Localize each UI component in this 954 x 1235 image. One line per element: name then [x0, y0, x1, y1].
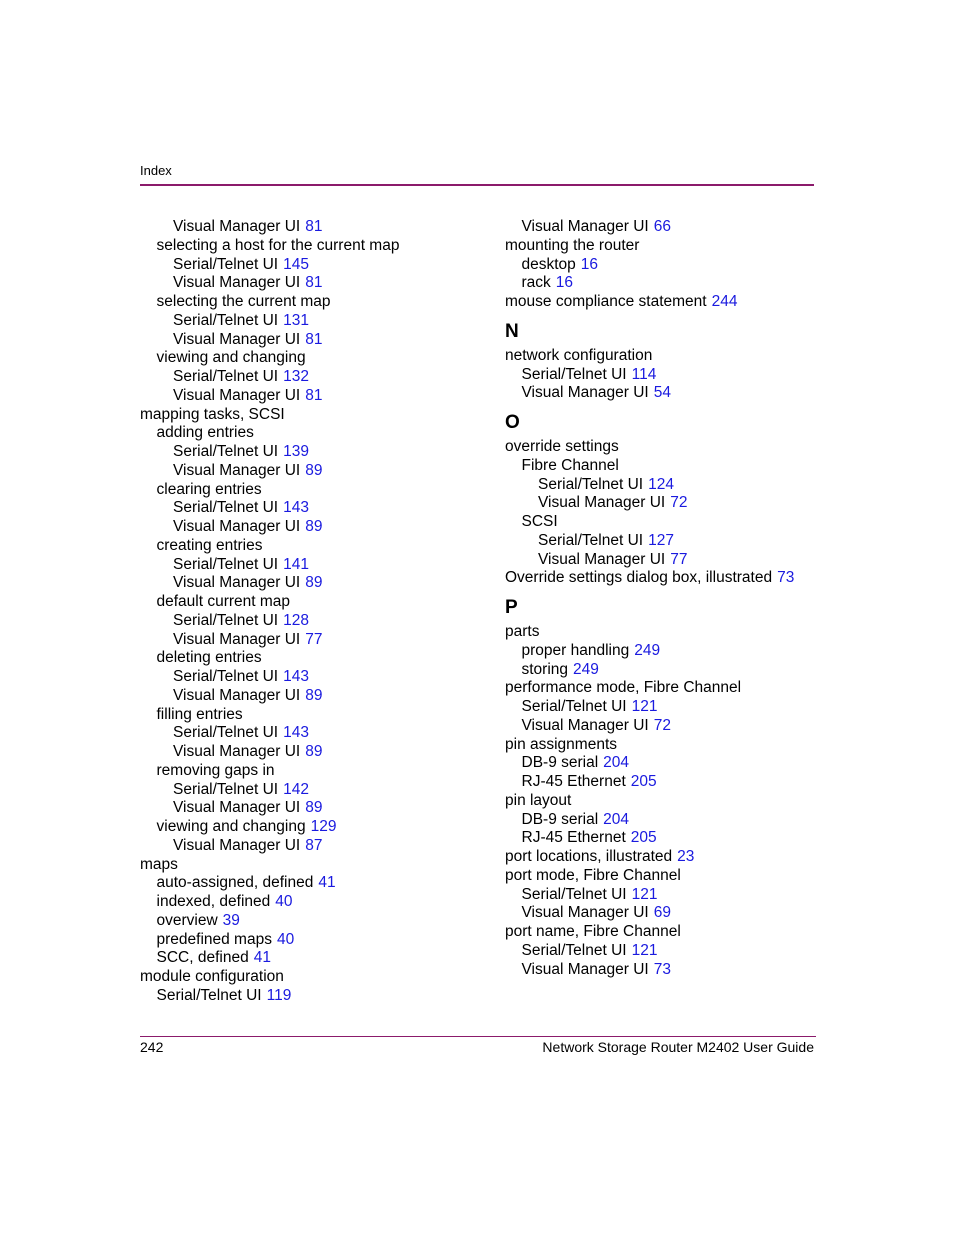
page-reference-link[interactable]: 244	[711, 293, 738, 310]
index-entry	[505, 476, 825, 495]
index-entry	[140, 237, 470, 256]
page-reference-link[interactable]: 121	[631, 885, 658, 903]
index-entry	[505, 532, 825, 551]
index-entry	[140, 349, 470, 368]
index-entry	[505, 811, 825, 830]
index-entry	[140, 462, 470, 481]
footer-rule	[140, 1036, 816, 1037]
page-reference-link[interactable]: 139	[283, 443, 309, 460]
index-entry	[140, 649, 470, 668]
index-term: SCC, defined	[156, 949, 249, 967]
index-term: adding entries	[156, 424, 254, 442]
index-term: port mode, Fibre Channel	[505, 866, 681, 884]
index-entry	[140, 724, 470, 743]
index-term: Serial/Telnet UI	[538, 531, 644, 549]
page-reference-link[interactable]: 89	[305, 574, 323, 592]
index-entry	[140, 556, 470, 575]
index-term: pin layout	[505, 791, 572, 809]
index-entry	[140, 837, 470, 856]
page-reference-link[interactable]: 89	[305, 461, 323, 479]
index-column-right	[505, 218, 825, 979]
index-term: creating entries	[156, 536, 263, 554]
page-reference-link[interactable]: 72	[670, 494, 688, 512]
index-term: mapping tasks, SCSI	[140, 405, 285, 423]
page-reference-link[interactable]: 16	[580, 255, 599, 273]
index-entry	[505, 942, 825, 961]
index-term: Visual Manager UI	[538, 550, 666, 568]
index-term: Serial/Telnet UI	[173, 368, 279, 385]
index-term: DB-9 serial	[521, 754, 599, 772]
page-reference-link[interactable]: 16	[555, 274, 574, 292]
index-term: module configuration	[140, 968, 284, 985]
index-entry	[505, 384, 825, 403]
index-entry	[505, 923, 825, 942]
index-entry	[505, 347, 825, 366]
index-entry	[505, 237, 825, 256]
page-reference-link[interactable]: 205	[630, 829, 657, 847]
index-term: Serial/Telnet UI	[521, 941, 627, 959]
index-term: Visual Manager UI	[173, 386, 301, 404]
index-entry	[140, 387, 470, 406]
index-term: default current map	[156, 593, 291, 610]
index-term: Visual Manager UI	[521, 716, 649, 734]
index-entry	[140, 631, 470, 650]
index-entry	[140, 781, 470, 800]
index-term: Visual Manager UI	[538, 494, 666, 512]
page-reference-link[interactable]: 249	[573, 660, 599, 678]
index-term: rack	[521, 274, 551, 292]
index-term: Serial/Telnet UI	[173, 780, 279, 798]
index-term: port locations, illustrated	[505, 848, 673, 865]
index-term: Serial/Telnet UI	[521, 885, 627, 903]
index-term: proper handling	[521, 641, 630, 659]
index-entry	[140, 949, 470, 968]
index-term: maps	[140, 855, 178, 873]
page-reference-link[interactable]: 114	[631, 365, 657, 383]
index-term: mouse compliance statement	[505, 293, 707, 310]
page-reference-link[interactable]: 89	[305, 686, 323, 704]
index-term: RJ-45 Ethernet	[521, 829, 626, 847]
page-reference-link[interactable]: 81	[305, 218, 323, 235]
index-entry	[140, 799, 470, 818]
index-entry	[140, 293, 470, 312]
index-term: RJ-45 Ethernet	[521, 773, 626, 790]
index-term: selecting a host for the current map	[156, 236, 400, 254]
index-entry	[505, 551, 825, 570]
index-term: selecting the current map	[156, 293, 331, 310]
footer-page-number: 242	[140, 1039, 164, 1055]
page-reference-link[interactable]: 128	[283, 611, 309, 629]
page-reference-link[interactable]: 143	[283, 499, 309, 517]
page-reference-link[interactable]: 249	[634, 641, 661, 659]
index-term: Serial/Telnet UI	[521, 698, 627, 715]
page-reference-link[interactable]: 41	[253, 949, 271, 967]
index-entry	[505, 642, 825, 661]
page-reference-link[interactable]: 89	[305, 518, 323, 535]
index-term: Serial/Telnet UI	[173, 611, 279, 629]
index-entry	[140, 612, 470, 631]
page-reference-link[interactable]: 89	[305, 743, 323, 760]
index-entry	[140, 987, 470, 1006]
index-entry	[140, 481, 470, 500]
page-reference-link[interactable]: 69	[653, 904, 671, 922]
index-entry	[505, 293, 825, 312]
index-entry	[505, 513, 825, 532]
index-entry	[505, 961, 825, 980]
index-entry	[140, 574, 470, 593]
index-term: SCSI	[521, 513, 558, 530]
page-reference-link[interactable]: 121	[631, 698, 658, 715]
index-term: DB-9 serial	[521, 810, 599, 828]
index-term: pin assignments	[505, 735, 618, 753]
index-term: Override settings dialog box, illustrated	[505, 569, 773, 587]
index-term: Visual Manager UI	[521, 218, 649, 235]
index-term: Serial/Telnet UI	[173, 255, 279, 273]
index-term: Serial/Telnet UI	[173, 311, 279, 329]
index-entry	[505, 457, 825, 476]
page-reference-link[interactable]: 40	[276, 930, 295, 948]
index-term: Serial/Telnet UI	[173, 443, 279, 460]
index-term: deleting entries	[156, 649, 262, 667]
index-entry	[140, 968, 470, 987]
page-reference-link[interactable]: 145	[283, 255, 309, 273]
index-entry	[140, 743, 470, 762]
page-reference-link[interactable]: 143	[283, 724, 309, 742]
index-term: storing	[521, 660, 569, 678]
index-entry	[140, 593, 470, 612]
index-term: Serial/Telnet UI	[173, 555, 279, 573]
page-reference-link[interactable]: 77	[305, 630, 323, 648]
page-reference-link[interactable]: 142	[283, 780, 309, 798]
index-entry	[140, 274, 470, 293]
index-entry	[505, 773, 825, 792]
page-reference-link[interactable]: 89	[305, 799, 323, 817]
index-entry	[140, 443, 470, 462]
index-term: Visual Manager UI	[173, 330, 301, 348]
page-reference-link[interactable]: 39	[222, 911, 240, 929]
index-term: override settings	[505, 438, 619, 455]
page-reference-link[interactable]: 141	[283, 555, 309, 573]
index-term: parts	[505, 623, 540, 640]
page-reference-link[interactable]: 81	[305, 274, 323, 292]
index-term: clearing entries	[156, 480, 262, 498]
index-term: Visual Manager UI	[173, 743, 301, 760]
index-term: Serial/Telnet UI	[173, 499, 279, 517]
index-term: Visual Manager UI	[173, 518, 301, 535]
index-term: viewing and changing	[156, 349, 306, 367]
index-term: filling entries	[156, 705, 243, 723]
index-entry	[505, 569, 825, 588]
index-term: auto-assigned, defined	[156, 874, 314, 892]
index-term: performance mode, Fibre Channel	[505, 679, 742, 697]
index-entry	[140, 312, 470, 331]
index-entry	[505, 848, 825, 867]
index-term: Visual Manager UI	[521, 384, 649, 402]
index-entry	[140, 537, 470, 556]
index-entry	[505, 218, 825, 237]
page-reference-link[interactable]: 41	[318, 874, 336, 892]
index-term: Visual Manager UI	[521, 960, 649, 978]
index-entry	[140, 893, 470, 912]
index-term: network configuration	[505, 346, 653, 364]
header-rule	[140, 184, 814, 186]
index-entry	[505, 679, 825, 698]
index-entry	[505, 274, 825, 293]
index-entry	[140, 424, 470, 443]
index-term: desktop	[521, 255, 576, 273]
page-reference-link[interactable]: 205	[630, 773, 657, 790]
index-term: Visual Manager UI	[173, 630, 301, 648]
index-entry	[505, 438, 825, 457]
page-reference-link[interactable]: 121	[631, 941, 658, 959]
index-entry	[505, 661, 825, 680]
index-entry	[505, 698, 825, 717]
index-entry	[505, 904, 825, 923]
index-entry	[140, 818, 470, 837]
page-reference-link[interactable]: 87	[305, 836, 323, 854]
index-entry	[505, 792, 825, 811]
index-term: predefined maps	[156, 930, 272, 948]
index-term: Visual Manager UI	[173, 274, 301, 292]
index-section-letter: O	[505, 412, 520, 433]
index-entry	[140, 668, 470, 687]
page-reference-link[interactable]: 77	[670, 550, 688, 568]
index-term: Serial/Telnet UI	[156, 986, 262, 1004]
page-reference-link[interactable]: 73	[777, 569, 795, 587]
index-term: Visual Manager UI	[173, 686, 301, 704]
page-reference-link[interactable]: 204	[603, 754, 630, 772]
index-entry	[140, 874, 470, 893]
page-reference-link[interactable]: 54	[653, 384, 671, 402]
index-entry	[505, 494, 825, 513]
index-term: Visual Manager UI	[173, 461, 301, 479]
page-reference-link[interactable]: 73	[653, 960, 671, 978]
index-term: viewing and changing	[156, 818, 306, 835]
index-term: port name, Fibre Channel	[505, 923, 681, 940]
page-reference-link[interactable]: 131	[283, 311, 309, 329]
index-entry	[140, 687, 470, 706]
index-entry	[140, 499, 470, 518]
page-reference-link[interactable]: 119	[266, 986, 292, 1004]
index-entry	[140, 931, 470, 950]
index-entry	[505, 754, 825, 773]
index-section-letter: P	[505, 597, 518, 618]
index-entry	[140, 218, 470, 237]
index-entry	[140, 331, 470, 350]
index-entry	[505, 736, 825, 755]
page-reference-link[interactable]: 81	[305, 386, 323, 404]
index-entry	[140, 406, 470, 425]
running-header: Index	[140, 163, 172, 178]
page-reference-link[interactable]: 66	[653, 218, 671, 235]
page-reference-link[interactable]: 23	[677, 848, 695, 865]
page-reference-link[interactable]: 143	[283, 668, 309, 685]
index-entry	[140, 368, 470, 387]
page-reference-link[interactable]: 81	[305, 330, 323, 348]
index-term: mounting the router	[505, 236, 640, 254]
index-entry	[140, 762, 470, 781]
index-term: Serial/Telnet UI	[538, 475, 644, 493]
index-entry	[140, 518, 470, 537]
page-reference-link[interactable]: 127	[648, 531, 674, 549]
index-column-left	[140, 218, 470, 1006]
page-reference-link[interactable]: 129	[310, 818, 337, 835]
index-term: indexed, defined	[156, 893, 271, 910]
index-term: Fibre Channel	[521, 456, 619, 474]
index-term: removing gaps in	[156, 761, 275, 779]
index-term: Visual Manager UI	[173, 574, 301, 592]
index-entry	[505, 886, 825, 905]
index-entry	[505, 829, 825, 848]
footer-guide-title: Network Storage Router M2402 User Guide	[542, 1039, 814, 1055]
index-term: Visual Manager UI	[521, 904, 649, 922]
page-reference-link[interactable]: 132	[283, 368, 309, 385]
index-term: Serial/Telnet UI	[173, 724, 279, 742]
page-reference-link[interactable]: 204	[603, 810, 630, 828]
page-reference-link[interactable]: 40	[275, 893, 293, 910]
index-entry	[505, 256, 825, 275]
index-entry	[140, 856, 470, 875]
page-reference-link[interactable]: 72	[653, 716, 671, 734]
index-entry	[505, 717, 825, 736]
index-term: Visual Manager UI	[173, 218, 301, 235]
index-term: overview	[156, 911, 218, 929]
index-entry	[505, 623, 825, 642]
index-entry	[505, 366, 825, 385]
index-term: Visual Manager UI	[173, 799, 301, 817]
index-term: Visual Manager UI	[173, 836, 301, 854]
index-entry	[140, 912, 470, 931]
page-reference-link[interactable]: 124	[648, 475, 674, 493]
index-entry	[140, 706, 470, 725]
index-term: Serial/Telnet UI	[521, 365, 627, 383]
index-term: Serial/Telnet UI	[173, 668, 279, 685]
index-section-letter: N	[505, 320, 519, 342]
index-entry	[505, 867, 825, 886]
index-entry	[140, 256, 470, 275]
